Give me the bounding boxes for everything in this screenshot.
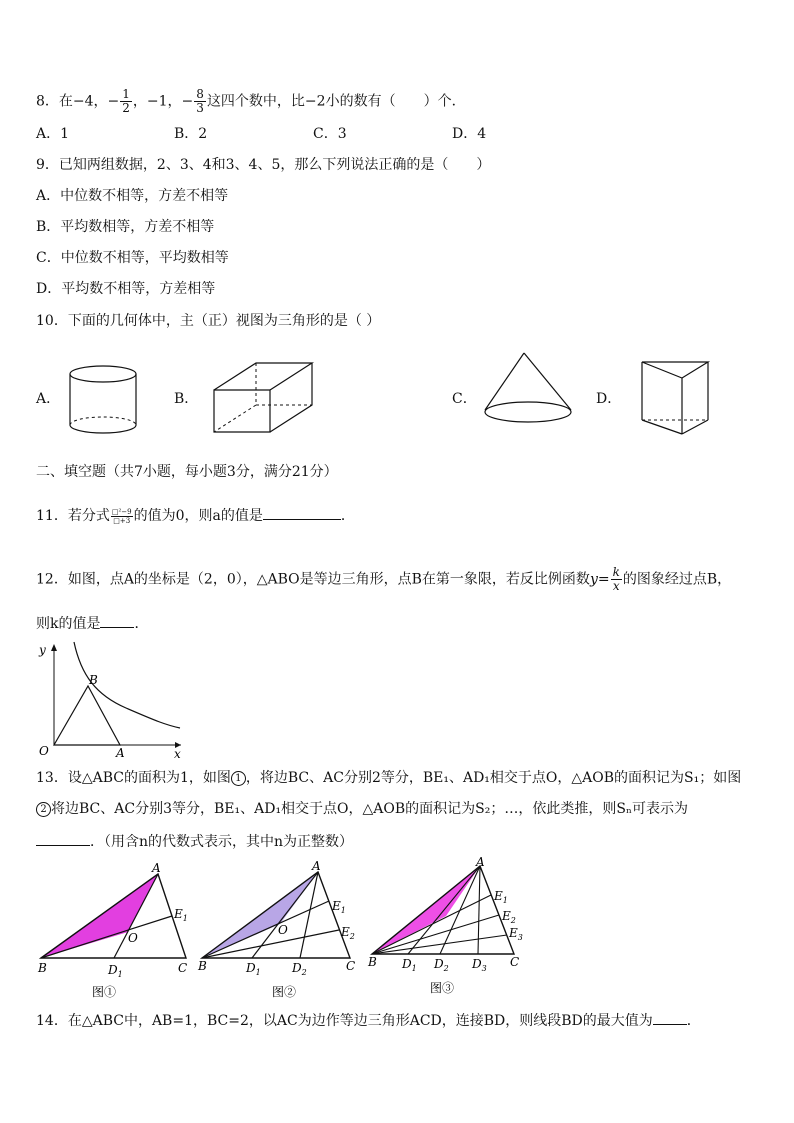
q13-stem-line2: 2 将边BC、AC分别3等分，BE₁、AD₁相交于点O，△AOB的面积记为S₂；…，依此类推，则Sₙ可表示为	[36, 800, 688, 818]
svg-text:B: B	[198, 959, 207, 973]
q13-stem: 13．设△ABC的面积为1，如图 1 ，将边BC、AC分别2等分，BE₁、AD₁相交于点O，△AOB的面积记为S₁；如图	[36, 770, 742, 786]
q13-figure-3	[368, 856, 528, 1002]
q14-answer-blank[interactable]	[653, 1010, 687, 1025]
q10-option-c[interactable]: C．	[452, 391, 477, 407]
svg-text:B: B	[368, 955, 377, 969]
point-a-label: A	[116, 746, 125, 760]
q12-coordinate-figure	[36, 640, 186, 760]
svg-text:C: C	[346, 959, 356, 973]
svg-text:E1: $E_1$	[494, 889, 508, 905]
svg-text:E3: $E_3$	[509, 926, 523, 942]
q11-answer-blank[interactable]	[263, 505, 341, 520]
fraction-k-over-x: $\frac{k}{x}$	[612, 565, 620, 593]
svg-text:A: A	[312, 859, 321, 873]
cone-figure	[478, 350, 578, 428]
cuboid-figure	[210, 360, 320, 436]
q12-answer-blank[interactable]	[100, 613, 134, 628]
q9-option-c[interactable]: C．中位数不相等，平均数相等	[36, 250, 229, 266]
q10-option-d[interactable]: D．	[596, 391, 622, 407]
q8-option-a[interactable]: A．1	[36, 126, 70, 142]
triangular-prism-figure	[638, 356, 718, 436]
x-axis-label: x	[174, 747, 181, 761]
q10-stem: 10．下面的几何体中，主（正）视图为三角形的是（ ）	[36, 313, 381, 329]
svg-text:D1: $D_1$	[402, 957, 417, 973]
svg-text:E1: $E_1$	[174, 907, 188, 923]
q8-option-c[interactable]: C．3	[313, 126, 347, 142]
svg-text:A: A	[476, 855, 485, 869]
q11-stem: 11．若分式 $\frac{\text{□²−9}}{□+3}$ 的值为0，则a的值是 ．	[36, 505, 355, 525]
svg-text:E2: $E_2$	[502, 909, 516, 925]
cylinder-figure	[66, 364, 142, 436]
svg-text:D2: $D_2$	[292, 961, 307, 977]
svg-text:D3: $D_3$	[472, 957, 487, 973]
svg-text:O: O	[128, 931, 138, 945]
q8-stem: 8．在−4，− $\frac{1}{2}$ ，−1，− $\frac{8}{3}$ 这四个数中，比−2小的数有（ ）个．	[36, 87, 466, 115]
y-axis-label: y	[39, 643, 46, 657]
q10-option-b[interactable]: B．	[174, 391, 199, 407]
svg-text:D2: $D_2$	[434, 957, 449, 973]
figure-2-caption: 图②	[272, 985, 297, 999]
q13-answer-blank[interactable]	[36, 831, 90, 846]
q12-stem: 12．如图，点A的坐标是（2，0），△ABO是等边三角形，点B在第一象限，若反比例函数y= $\frac{k}{x}$ 的图象经过点B，	[36, 565, 732, 593]
q9-option-a[interactable]: A．中位数不相等，方差不相等	[36, 188, 229, 204]
svg-text:C: C	[510, 955, 520, 969]
fraction-expression: $\frac{\text{□²−9}}{□+3}$	[111, 507, 132, 525]
svg-text:D1: $D_1$	[246, 961, 261, 977]
q8-option-d[interactable]: D．4	[452, 126, 487, 142]
q13-figure-1	[36, 862, 196, 1002]
svg-text:B: B	[38, 961, 47, 975]
origin-label: O	[39, 744, 49, 758]
q9-option-d[interactable]: D．平均数不相等，方差相等	[36, 281, 216, 297]
q13-figure-2	[198, 858, 368, 1002]
q12-stem-line2: 则k的值是 ．	[36, 613, 148, 633]
figure-3-caption: 图③	[430, 981, 455, 995]
section-fill-in-heading: 二、填空题（共7小题，每小题3分，满分21分）	[36, 464, 338, 480]
svg-text:E1: $E_1$	[332, 899, 346, 915]
svg-text:A: A	[152, 861, 161, 875]
svg-text:O: O	[278, 923, 288, 937]
point-b-label: B	[89, 673, 98, 687]
q8-option-b[interactable]: B．2	[174, 126, 208, 142]
fraction-half: $\frac{1}{2}$	[122, 87, 130, 115]
svg-text:D1: $D_1$	[108, 963, 123, 979]
figure-1-caption: 图①	[92, 985, 117, 999]
q14-stem: 14．在△ABC中，AB=1，BC=2，以AC为边作等边三角形ACD，连接BD，则线段BD的最大值为 ．	[36, 1010, 701, 1030]
svg-text:E2: $E_2$	[341, 925, 355, 941]
q9-option-b[interactable]: B．平均数相等，方差不相等	[36, 219, 215, 235]
q10-option-a[interactable]: A．	[36, 391, 61, 407]
q13-stem-line3: ．（用含n的代数式表示，其中n为正整数）	[36, 831, 353, 851]
q9-stem: 9．已知两组数据，2、3、4和3、4、5，那么下列说法正确的是（ ）	[36, 157, 491, 173]
svg-text:C: C	[178, 961, 188, 975]
fraction-eight-thirds: $\frac{8}{3}$	[196, 87, 204, 115]
